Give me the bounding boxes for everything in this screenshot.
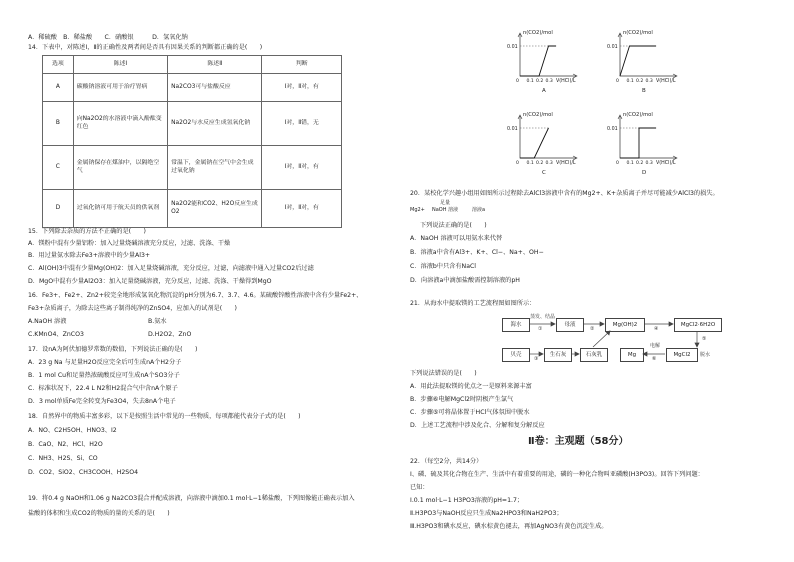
q16-option-a: A.NaOH 溶液	[28, 318, 67, 325]
graph-ylabel: n(CO2)/mol	[623, 112, 653, 118]
q14-stem: 14．下表中，对陈述Ⅰ，Ⅱ的正确性及两者间是否具有因果关系的判断都正确的是( )	[28, 44, 263, 51]
q20-flow-left: Mg2+	[410, 207, 425, 213]
q20-option-a: A．NaOH 溶液可以用氨水来代替	[410, 235, 503, 242]
flow-step-5: ⑤	[702, 336, 707, 342]
flow-step-2: ②	[590, 326, 595, 332]
table-header: 选项	[43, 56, 74, 74]
graph-xtick-label: 0	[516, 79, 519, 84]
table-cell-option: B	[43, 102, 74, 146]
q17-option-b: B．1 mol Cu和足量热浓硫酸反应可生成nA个SO3分子	[28, 372, 180, 379]
q21-question: 下列说法错误的是( )	[410, 370, 477, 377]
q20-flow-reagent-top: 足量	[440, 200, 451, 206]
table-header: 陈述Ⅱ	[168, 56, 262, 74]
q16-stem-line2: Fe3+杂质离子，为除去这些离子制得纯净的ZnSO4，应加入的试剂是( )	[28, 305, 237, 312]
q19-stem-line2: 盐酸的体积和生成CO2的物质的量的关系的是( )	[28, 510, 170, 517]
graph-label: C	[542, 170, 546, 176]
graph-ytick-label: 0.01	[607, 127, 618, 132]
q21-option-d: D．上述工艺流程中涉及化合、分解和复分解反应	[410, 422, 545, 429]
table-cell-judgement: Ⅰ对，Ⅱ对，有	[262, 146, 342, 190]
q17-option-a: A．23 g Na 与足量H2O反应完全后可生成nA个H2分子	[28, 359, 182, 366]
graph-label: D	[642, 170, 647, 176]
q15-stem: 15．下列除去杂质的方法不正确的是( )	[28, 228, 146, 235]
graph-xtick-label: 0.3	[545, 79, 553, 84]
table-cell-statement1: 向Na2O2的水溶液中滴入酚酞变红色	[73, 102, 167, 146]
q21-option-b: B．步骤⑥电解MgCl2时阴极产生氯气	[410, 396, 514, 403]
table-cell-statement1: 金属钠保存在煤油中，以隔绝空气	[73, 146, 167, 190]
flow-node-shell: 贝壳	[502, 348, 530, 362]
graph-ytick-label: 0.01	[507, 45, 518, 50]
q22-intro: Ⅰ、磷、硫及其化合物在生产、生活中有着重要的用途，磷的一种化合物叫亚磷酸(H3PO3)。回答下列问题：	[410, 471, 704, 478]
table-row	[43, 146, 342, 190]
q15-option-d: D．MgO中混有少量Al2O3：加入足量烧碱溶液，充分反应，过滤、洗涤、干燥得到MgO	[28, 278, 272, 285]
graph-xtick-label: 0.3	[545, 161, 553, 166]
q17-option-d: D．3 mol单质Fe完全转变为Fe3O4，失去8nA个电子	[28, 398, 176, 405]
flow-step-1: ①	[538, 326, 543, 332]
graph-ytick-label: 0.01	[607, 45, 618, 50]
q14-table	[42, 55, 342, 228]
q15-option-b: B．用过量氨水除去Fe3+溶液中的少量Al3+	[28, 252, 151, 259]
graph-xlabel: V(HCl)/L	[656, 161, 676, 166]
q22-given: 已知：	[410, 484, 429, 491]
table-cell-judgement: Ⅰ对，Ⅱ对，有	[262, 190, 342, 228]
flow-step-6: ⑥	[652, 356, 657, 362]
graph-xtick-label: 0.1	[626, 161, 634, 166]
q20-question: 下列说法正确的是( )	[420, 222, 487, 229]
table-cell-option: A	[43, 74, 74, 102]
graph-ylabel: n(CO2)/mol	[523, 30, 553, 36]
graph-xtick-label: 0.1	[526, 79, 534, 84]
q20-option-c: C．溶液b中只含有NaCl	[410, 263, 477, 270]
table-row	[43, 190, 342, 228]
table-cell-statement1: 碳酸钠溶液可用于治疗胃病	[73, 74, 167, 102]
table-cell-statement1: 过氧化钠可用于航天员的供氧剂	[73, 190, 167, 228]
graph-xtick-label: 0.2	[536, 79, 544, 84]
table-row	[43, 74, 342, 102]
flow-step-3: ③	[534, 356, 539, 362]
graph-xtick-label: 0.3	[645, 161, 653, 166]
q21-stem: 21．从海水中提取镁的工艺流程图如图所示：	[410, 300, 536, 307]
graph-xtick-label: 0.3	[645, 79, 653, 84]
q22-header: 22．（每空2分，共14分）	[410, 458, 483, 465]
graph-label: A	[542, 88, 546, 94]
table-cell-statement2: Na2O2能和CO2、H2O反应生成O2	[168, 190, 262, 228]
table-cell-statement2: Na2O2与水反应生成氢氧化钠	[168, 102, 262, 146]
graph-ylabel: n(CO2)/mol	[623, 30, 653, 36]
q16-option-b: B.氨水	[148, 318, 167, 325]
flow-node-mgoh2: Mg(OH)2	[605, 318, 645, 332]
q18-option-a: A．NO、C2H5OH、HNO3、I2	[28, 427, 117, 434]
table-cell-statement2: Na2CO3可与盐酸反应	[168, 74, 262, 102]
q16-option-c: C.KMnO4、ZnCO3	[28, 331, 84, 338]
graph-xtick-label: 0	[616, 161, 619, 166]
graph-xlabel: V(HCl)/L	[556, 79, 576, 84]
graph-label: B	[642, 88, 646, 94]
q17-option-c: C．标准状况下，22.4 L N2和H2混合气中含nA个原子	[28, 385, 178, 392]
graph-xtick-label: 0	[516, 161, 519, 166]
q18-option-d: D．CO2、SiO2、CH3COOH、H2SO4	[28, 469, 139, 476]
graph-ylabel: n(CO2)/mol	[523, 112, 553, 118]
flow-label-evaporate: 蒸发、结晶	[530, 314, 556, 320]
graph-ytick-label: 0.01	[507, 127, 518, 132]
flow-node-seawater: 海水	[502, 318, 530, 332]
graph-xtick-label: 0.2	[536, 161, 544, 166]
table-cell-judgement: Ⅰ对，Ⅱ错，无	[262, 102, 342, 146]
q18-option-b: B．CaO、N2、HCl、H2O	[28, 441, 103, 448]
q21-option-a: A．用此法提取镁的优点之一是原料来源丰富	[410, 383, 532, 390]
flow-label-electrolysis: 电解	[650, 343, 661, 349]
table-row	[43, 102, 342, 146]
q22-fact-1: Ⅰ.0.1 mol·L−1 H3PO3溶液的pH=1.7；	[410, 497, 524, 504]
table-header: 判断	[262, 56, 342, 74]
q16-stem-line1: 16．Fe3+、Fe2+、Zn2+较完全地形成氢氧化物沉淀的pH分别为6.7、3.7、4.6。某硫酸锌酸性溶液中含有少量Fe2+、	[28, 292, 363, 299]
q22-fact-3: Ⅲ.H3PO3和碘水反应，碘水棕黄色褪去，再加AgNO3有黄色沉淀生成。	[410, 523, 608, 530]
q20-flow-reagent: NaOH 溶液	[432, 207, 459, 213]
table-cell-statement2: 常温下，金属钠在空气中会生成过氧化钠	[168, 146, 262, 190]
q20-option-b: B．溶液a中含有Al3+、K+、Cl−、Na+、OH−	[410, 249, 544, 256]
graph-xtick-label: 0.2	[636, 79, 644, 84]
graph-xlabel: V(HCl)/L	[556, 161, 576, 166]
flow-node-mg: Mg	[620, 348, 644, 362]
graph-xtick-label: 0.1	[526, 161, 534, 166]
graph-xtick-label: 0.1	[626, 79, 634, 84]
q15-option-c: C．Al(OH)3中混有少量Mg(OH)2：加入足量烧碱溶液，充分反应，过滤，向滤液中通入过量CO2后过滤	[28, 265, 314, 272]
table-header: 陈述Ⅰ	[73, 56, 167, 74]
flow-label-dehydrate: 脱水	[700, 352, 711, 358]
table-header-row	[43, 56, 342, 74]
graph-xlabel: V(HCl)/L	[656, 79, 676, 84]
flow-node-mgcl2: MgCl2	[666, 348, 698, 362]
table-cell-option: D	[43, 190, 74, 228]
q13-options: A．稀硫酸 B．稀盐酸 C．硝酸银 D．氢氧化钠	[28, 34, 188, 41]
q19-stem-line1: 19．将0.4 g NaOH和1.06 g Na2CO3混合并配成溶液，向溶液中滴加0.1 mol·L−1稀盐酸，下列图像能正确表示加入	[28, 495, 355, 502]
section-title: Ⅱ卷：主观题（58分）	[528, 436, 629, 447]
flow-step-4: ④	[654, 326, 659, 332]
q18-stem: 18．自然界中的物质丰富多彩，以下是按照生活中常见的一些物质，每项都能代表分子式的是( )	[28, 413, 301, 420]
table-cell-option: C	[43, 146, 74, 190]
q17-stem: 17．设nA为阿伏加德罗常数的数值，下列说法正确的是( )	[28, 346, 198, 353]
flow-node-quicklime: 生石灰	[544, 348, 572, 362]
q16-option-d: D.H2O2、ZnO	[148, 331, 192, 338]
flow-arrows	[410, 0, 776, 400]
flow-node-mgcl2-hydrate: MgCl2·6H2O	[674, 318, 722, 332]
q20-stem: 20．某校化学兴趣小组用如图所示过程除去AlCl3溶液中含有的Mg2+、K+杂质离子并尽可能减少AlCl3的损失。	[410, 190, 719, 197]
q15-option-a: A．镁粉中混有少量铝粉：加入过量烧碱溶液充分反应，过滤、洗涤、干燥	[28, 240, 231, 247]
graph-xtick-label: 0.2	[636, 161, 644, 166]
table-cell-judgement: Ⅰ对，Ⅱ对，有	[262, 74, 342, 102]
flow-node-lime-milk: 石灰乳	[580, 348, 608, 362]
q21-option-c: C．步骤⑤可将晶体置于HCl气体氛围中脱水	[410, 409, 530, 416]
q22-fact-2: Ⅱ.H3PO3与NaOH反应只生成Na2HPO3和NaH2PO3；	[410, 510, 563, 517]
graph-xtick-label: 0	[616, 79, 619, 84]
flow-node-mother-liquor: 母液	[556, 318, 584, 332]
q20-flow-right: 溶液a	[472, 207, 486, 213]
q20-option-d: D．向溶液a中滴加盐酸需控制溶液的pH	[410, 277, 520, 284]
q18-option-c: C．NH3、H2S、Si、CO	[28, 455, 98, 462]
